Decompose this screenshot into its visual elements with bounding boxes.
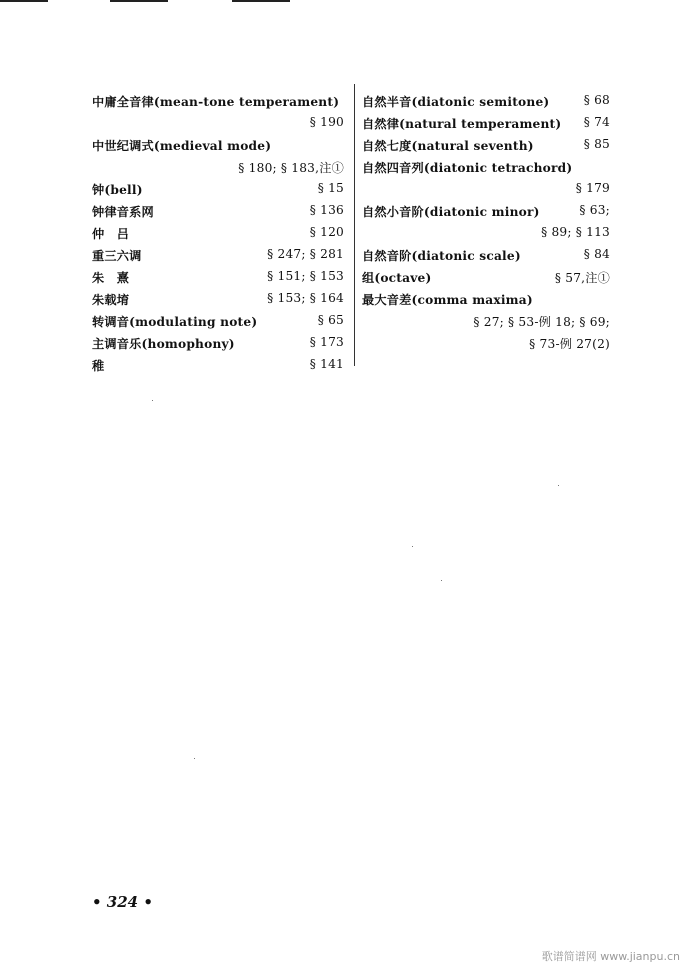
index-ref: § 179 bbox=[575, 181, 610, 195]
index-term: 重三六调 bbox=[92, 249, 142, 263]
index-entry bbox=[362, 222, 610, 244]
index-right-column bbox=[362, 90, 610, 354]
index-term: 自然律(natural temperament) bbox=[362, 117, 562, 131]
watermark: 歌谱简谱网 www.jianpu.cn bbox=[541, 950, 680, 963]
index-term: 朱载堉 bbox=[92, 293, 130, 307]
index-entry bbox=[92, 200, 344, 222]
top-rule-1 bbox=[0, 0, 48, 2]
index-term: 自然半音(diatonic semitone) bbox=[362, 95, 550, 109]
scan-speck bbox=[558, 485, 559, 486]
index-term: 自然四音列(diatonic tetrachord) bbox=[362, 161, 573, 175]
scan-speck bbox=[194, 758, 195, 759]
index-ref: § 153; § 164 bbox=[267, 291, 344, 305]
index-ref: § 173 bbox=[309, 335, 344, 349]
index-term: 仲 吕 bbox=[92, 227, 130, 241]
index-left-column bbox=[92, 90, 344, 376]
index-entry bbox=[362, 112, 610, 134]
index-ref: § 27; § 53-例 18; § 69; bbox=[473, 315, 610, 329]
scan-speck bbox=[441, 580, 442, 581]
index-term: 主调音乐(homophony) bbox=[92, 337, 235, 351]
index-term: 自然七度(natural seventh) bbox=[362, 139, 534, 153]
index-term: 中世纪调式(medieval mode) bbox=[92, 139, 272, 153]
index-entry bbox=[92, 134, 344, 156]
page-number: • 324 • bbox=[92, 893, 153, 911]
index-entry bbox=[92, 156, 344, 178]
index-entry bbox=[362, 310, 610, 332]
index-ref: § 84 bbox=[583, 247, 610, 261]
index-entry bbox=[92, 288, 344, 310]
index-term: 转调音(modulating note) bbox=[92, 315, 258, 329]
index-term: 稚 bbox=[92, 359, 105, 373]
index-term: 组(octave) bbox=[362, 271, 432, 285]
index-term: 自然音阶(diatonic scale) bbox=[362, 249, 521, 263]
index-ref: § 15 bbox=[317, 181, 344, 195]
index-term: 钟(bell) bbox=[92, 183, 143, 197]
index-entry bbox=[362, 90, 610, 112]
index-term: 钟律音系网 bbox=[92, 205, 154, 219]
index-ref: § 190 bbox=[309, 115, 344, 129]
index-ref: § 65 bbox=[317, 313, 344, 327]
top-rule-2 bbox=[110, 0, 168, 2]
index-entry bbox=[92, 310, 344, 332]
index-entry bbox=[92, 112, 344, 134]
index-ref: § 89; § 113 bbox=[541, 225, 610, 239]
index-term: 中庸全音律(mean-tone temperament) bbox=[92, 95, 340, 109]
index-entry bbox=[92, 222, 344, 244]
index-ref: § 136 bbox=[309, 203, 344, 217]
index-entry bbox=[362, 178, 610, 200]
index-ref: § 180; § 183,注① bbox=[238, 161, 344, 175]
index-entry bbox=[362, 332, 610, 354]
index-ref: § 73-例 27(2) bbox=[529, 337, 610, 351]
index-term: 自然小音阶(diatonic minor) bbox=[362, 205, 540, 219]
index-entry bbox=[362, 200, 610, 222]
index-ref: § 74 bbox=[583, 115, 610, 129]
column-divider bbox=[354, 84, 355, 366]
index-ref: § 57,注① bbox=[554, 271, 610, 285]
index-entry bbox=[362, 266, 610, 288]
index-entry bbox=[92, 178, 344, 200]
index-ref: § 68 bbox=[583, 93, 610, 107]
index-ref: § 141 bbox=[309, 357, 344, 371]
index-term: 最大音差(comma maxima) bbox=[362, 293, 533, 307]
index-ref: § 151; § 153 bbox=[267, 269, 344, 283]
index-ref: § 85 bbox=[583, 137, 610, 151]
index-ref: § 247; § 281 bbox=[267, 247, 344, 261]
index-term: 朱 熹 bbox=[92, 271, 130, 285]
scan-speck bbox=[412, 546, 413, 547]
index-ref: § 120 bbox=[309, 225, 344, 239]
index-entry bbox=[362, 156, 610, 178]
index-entry bbox=[92, 266, 344, 288]
index-entry bbox=[92, 332, 344, 354]
index-ref: § 63; bbox=[579, 203, 610, 217]
index-entry bbox=[362, 244, 610, 266]
index-entry bbox=[92, 354, 344, 376]
index-entry bbox=[92, 90, 344, 112]
index-entry bbox=[92, 244, 344, 266]
scan-speck bbox=[152, 400, 153, 401]
top-rule-3 bbox=[232, 0, 290, 2]
index-entry bbox=[362, 134, 610, 156]
index-entry bbox=[362, 288, 610, 310]
